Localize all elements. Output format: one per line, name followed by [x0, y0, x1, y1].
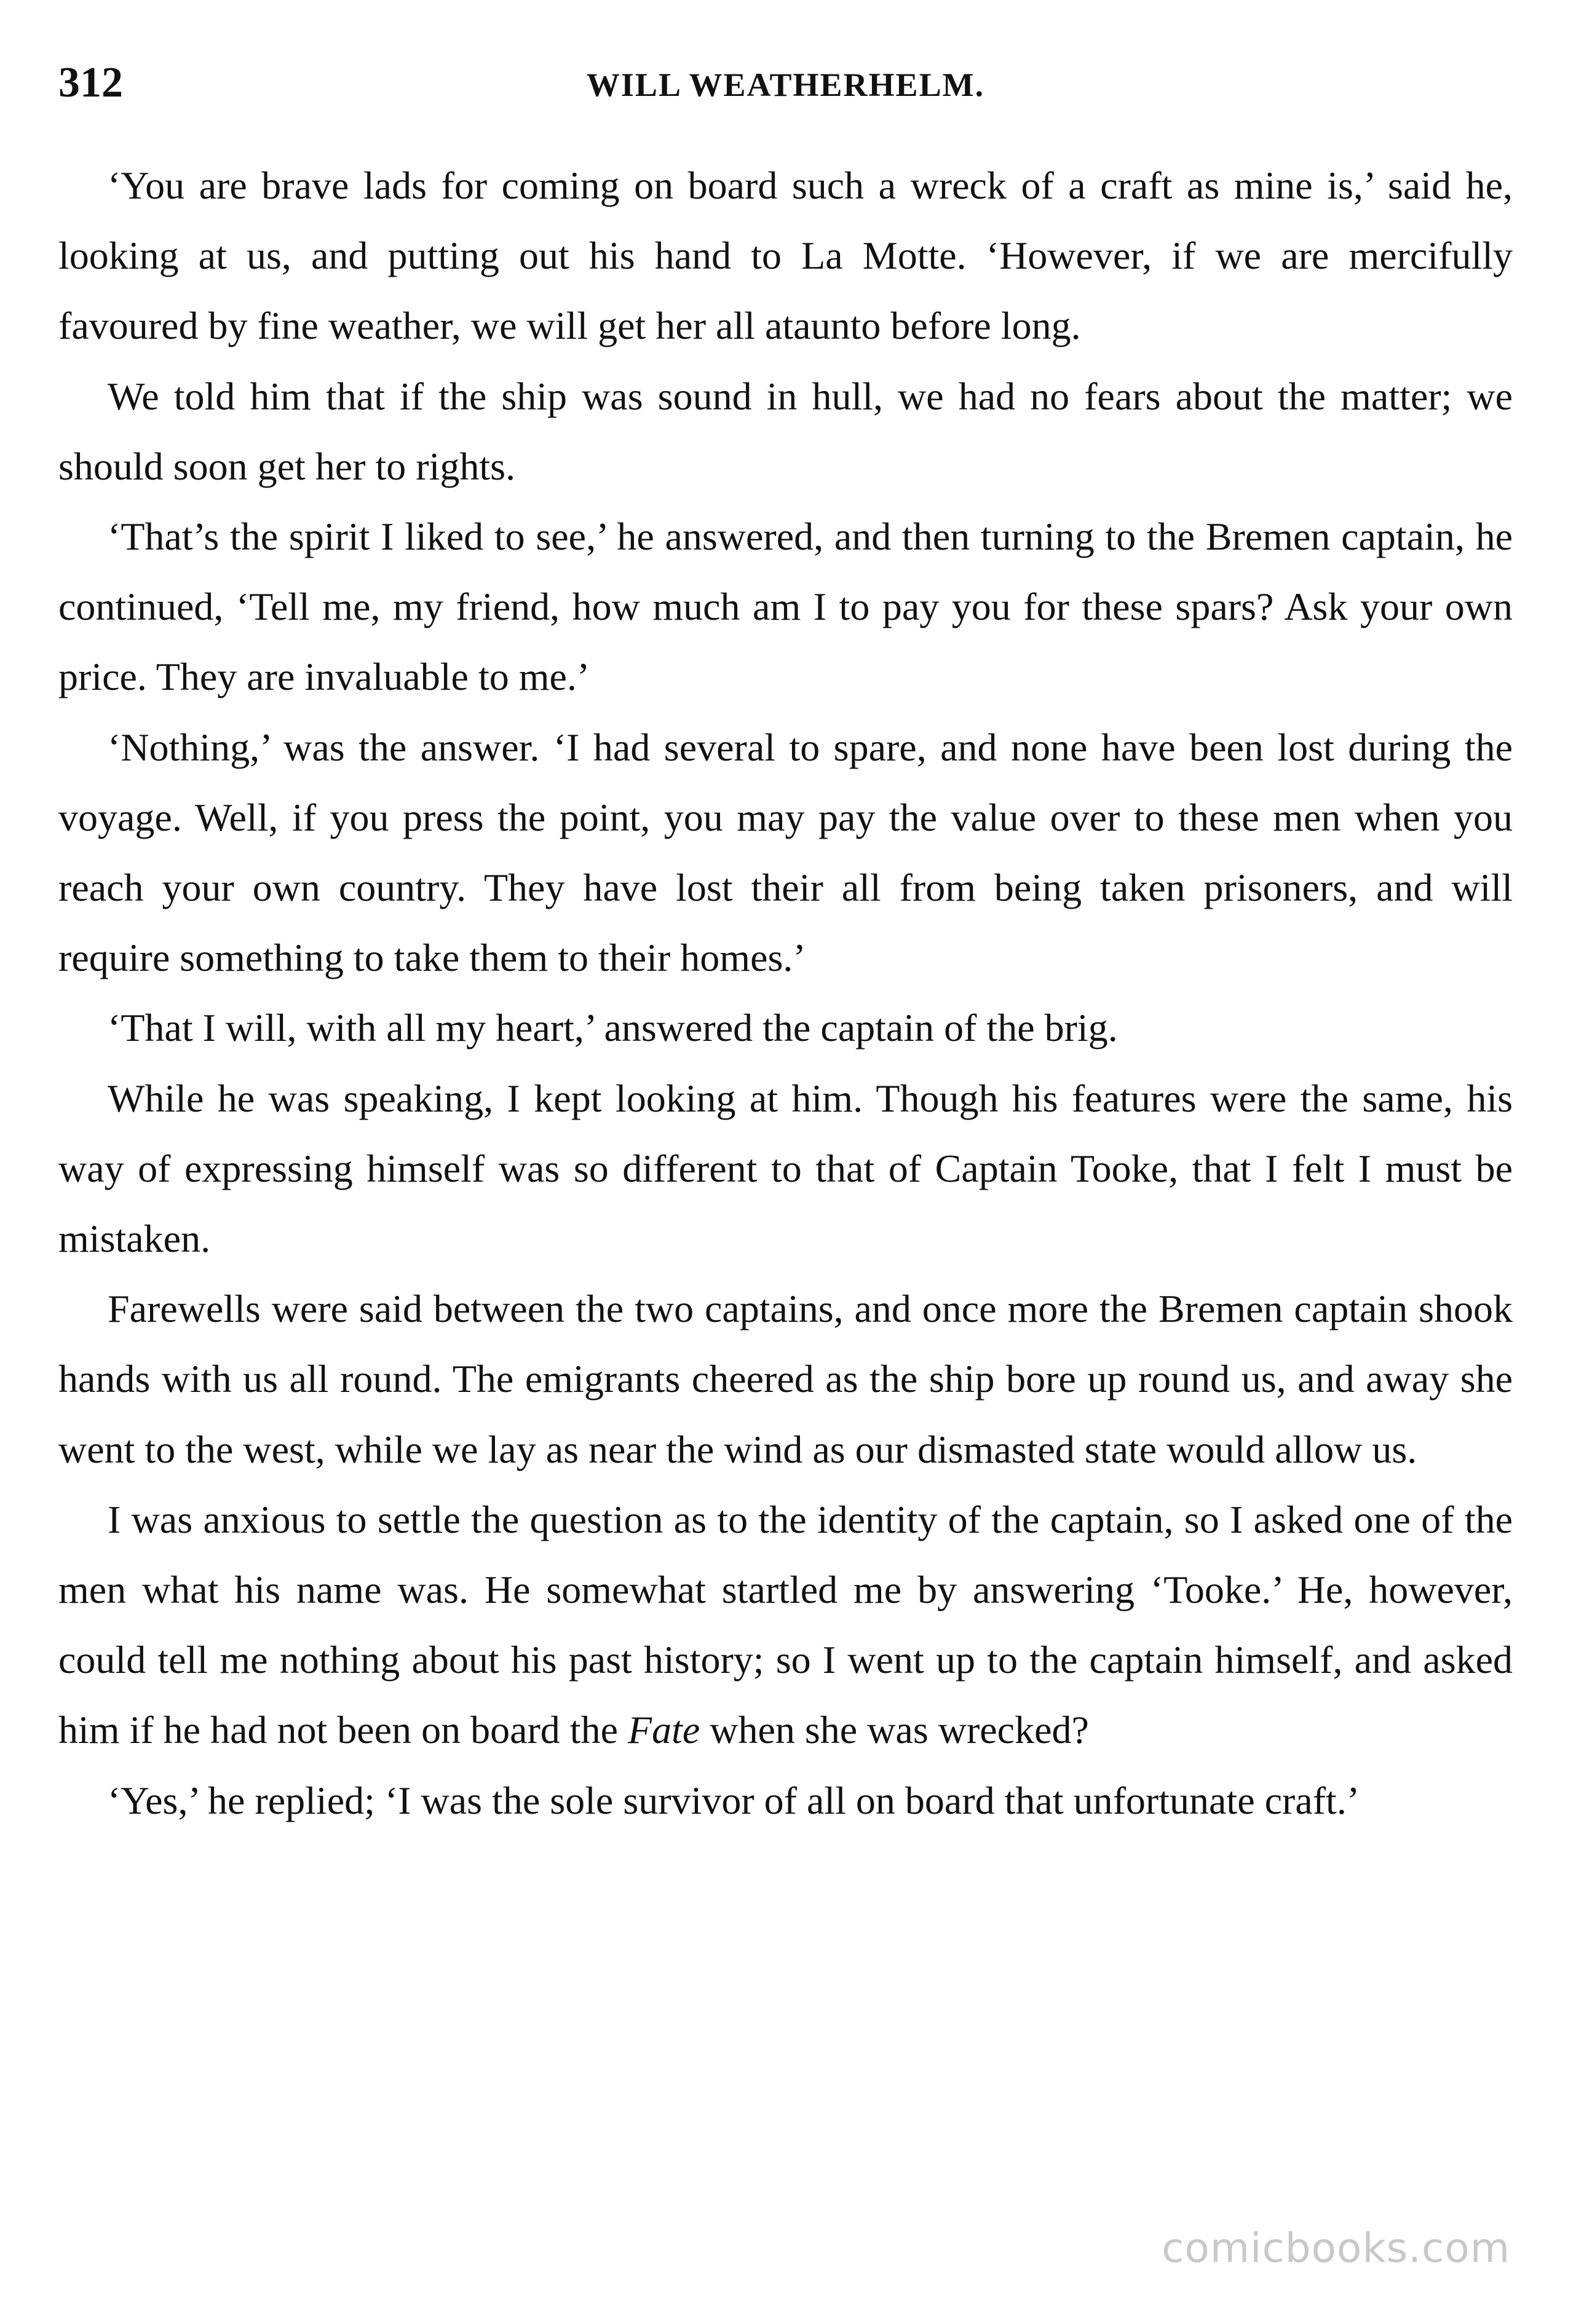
paragraph-9: ‘Yes,’ he replied; ‘I was the sole survivor of all on board that unfortunate craft.’ [108, 1778, 1360, 1822]
paragraph-8 [58, 1485, 1513, 1766]
paragraph-5: ‘That I will, with all my heart,’ answered the captain of the brig. [108, 1006, 1118, 1050]
page-header [58, 58, 1513, 108]
page-number: 312 [58, 59, 123, 106]
body-text [58, 151, 1513, 1836]
watermark-text: comicbooks.com [1162, 2224, 1510, 2272]
paragraph-2: We told him that if the ship was sound in hull, we had no fears about the matter; we should soon get her to rights. [58, 374, 1513, 488]
paragraph-8-text-before: I was anxious to settle the question as to the identity of the captain, so I asked one of the men what his name was. He somewhat startled me by answering ‘Tooke.’ He, however, could tell me nothing about his past history; so I went up to the captain himself, and asked him if he had not been on board the [58, 1497, 1513, 1752]
paragraph-6: While he was speaking, I kept looking at him. Though his features were the same, his way of expressing himself was so different to that of Captain Tooke, that I felt I must be mistaken. [58, 1076, 1513, 1261]
paragraph-3: ‘That’s the spirit I liked to see,’ he answered, and then turning to the Bremen captain, he continued, ‘Tell me, my friend, how much am I to pay you for these spars? Ask your own price. They are invaluable to me.’ [58, 515, 1513, 699]
paragraph-1: ‘You are brave lads for coming on board such a wreck of a craft as mine is,’ said he, looking at us, and putting out his hand to La Motte. ‘However, if we are mercifully favoured by fine weather, we will get her all ataunto before long. [58, 164, 1513, 348]
running-title: WILL WEATHERHELM. [586, 66, 985, 103]
ship-name-italic: Fate [627, 1708, 700, 1752]
paragraph-7: Farewells were said between the two captains, and once more the Bremen captain shook hands with us all round. The emigrants cheered as the ship bore up round us, and away she went to the west, while we lay as near the wind as our dismasted state would allow us. [58, 1287, 1513, 1471]
paragraph-8-text-after: when she was wrecked? [700, 1708, 1089, 1752]
paragraph-4: ‘Nothing,’ was the answer. ‘I had several to spare, and none have been lost during the voyage. Well, if you press the point, you may pay the value over to these men when you reach your own country. They have lost their all from being taken prisoners, and will require something to take them to their homes.’ [58, 725, 1513, 980]
